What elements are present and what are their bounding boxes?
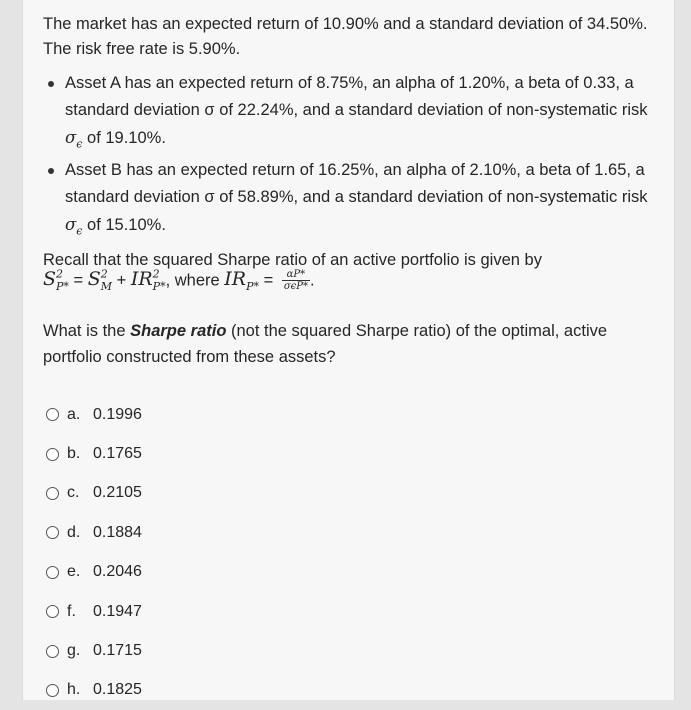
bullet-icon — [48, 168, 54, 174]
asset-a-tail: of 19.10%. — [82, 129, 166, 147]
asset-b-tail: of 15.10%. — [82, 216, 166, 235]
option-c[interactable]: c. 0.2105 — [46, 474, 142, 513]
intro-line-1: The market has an expected return of 10.90% and a standard deviation of 34.50%. — [43, 15, 648, 33]
question-text: What is the Sharpe ratio (not the squared Sharpe ratio) of the optimal, active portfolio constructed from these assets? — [43, 322, 608, 366]
radio-button[interactable] — [46, 645, 59, 658]
alpha-over-sigma-fraction: $\frac{\alpha P*}{\text{σϵP*}}$ — [283, 269, 308, 293]
option-f[interactable]: f. 0.1947 — [46, 592, 142, 631]
option-b[interactable]: b. 0.1765 — [46, 434, 142, 473]
sharpe-ratio-emphasis: Sharpe ratio — [130, 322, 227, 340]
recall-text: Recall that the squared Sharpe ratio of an active portfolio is given by — [43, 251, 542, 269]
intro-line-2: The risk free rate is 5.90%. — [43, 40, 241, 58]
option-d[interactable]: d. 0.1884 — [46, 513, 142, 552]
radio-button[interactable] — [46, 605, 59, 618]
radio-button[interactable] — [46, 684, 59, 697]
asset-b-item — [43, 157, 663, 244]
sigma-epsilon-symbol: $\sigma_\epsilon$ — [65, 215, 83, 238]
asset-b-text: Asset B has an expected return of 16.25%, an alpha of 2.10%, a beta of 1.65, a standard deviation σ of 58.89%, and a standard deviation of non-systematic risk — [65, 161, 648, 207]
asset-a-item — [43, 70, 663, 157]
option-g[interactable]: g. 0.1715 — [46, 631, 142, 670]
question-card — [22, 0, 675, 700]
sharpe-formula: $S^2_{P*} = S^2_M + IR^2_{P*}$, where $IR_{P*}$ = $\frac{\alpha P*}{\text{σϵP*}}$ . — [43, 268, 315, 294]
option-h[interactable]: h. 0.1825 — [46, 671, 142, 710]
option-a[interactable]: a. 0.1996 — [46, 395, 142, 434]
sigma-epsilon-symbol: $\sigma_\epsilon$ — [65, 128, 83, 151]
asset-list — [43, 70, 663, 245]
intro-text — [43, 12, 663, 62]
radio-button[interactable] — [46, 566, 59, 579]
radio-button[interactable] — [46, 487, 59, 500]
option-e[interactable]: e. 0.2046 — [46, 553, 142, 592]
radio-button[interactable] — [46, 526, 59, 539]
radio-button[interactable] — [46, 408, 59, 421]
asset-a-text: Asset A has an expected return of 8.75%, an alpha of 1.20%, a beta of 0.33, a standard deviation σ of 22.24%, and a standard deviation of non-systematic risk — [65, 74, 648, 119]
bullet-icon — [48, 81, 54, 87]
radio-button[interactable] — [46, 448, 59, 461]
answer-options — [46, 395, 142, 710]
